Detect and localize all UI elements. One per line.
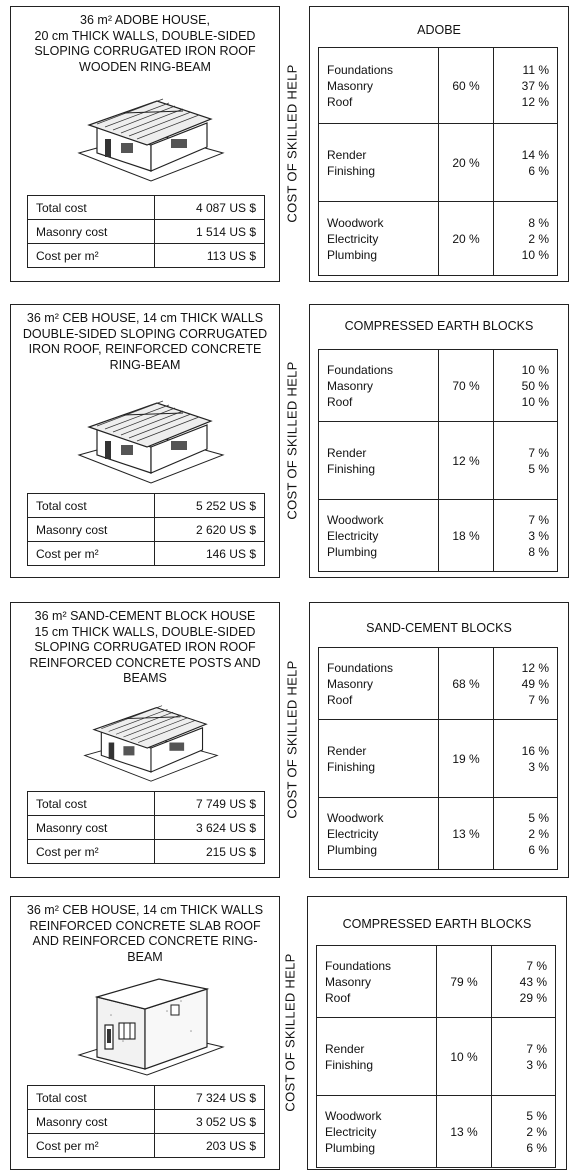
sub-percent-list (492, 946, 556, 1018)
item-list (317, 1018, 437, 1096)
breakdown-table (318, 349, 558, 572)
cell-line: Masonry (327, 676, 374, 691)
cell-line: Woodwork (327, 512, 384, 527)
cell-line: Finishing (327, 759, 376, 774)
item-list (319, 422, 439, 500)
table-row (28, 840, 265, 864)
item-list (317, 1096, 437, 1168)
table-row (317, 1018, 556, 1096)
group-percent: 20 % (439, 124, 494, 202)
house-title (11, 311, 279, 373)
house-block-ceb-slab-roof (0, 892, 574, 1172)
cost-label: Masonry cost (28, 816, 155, 840)
cell-line: Roof (325, 990, 351, 1005)
cost-breakdown-panel (307, 896, 567, 1170)
cost-label: Cost per m² (28, 542, 155, 566)
cost-label: Cost per m² (28, 840, 155, 864)
group-percent: 60 % (439, 48, 494, 124)
cell-line: 8 % (528, 215, 549, 230)
cell-line: 10 % (521, 394, 549, 409)
sub-percent-list (494, 48, 558, 124)
cell-line: 6 % (528, 842, 549, 857)
cell-line: 8 % (528, 544, 549, 559)
group-percent: 10 % (437, 1018, 492, 1096)
sub-percent-list (492, 1096, 556, 1168)
house-title (11, 13, 279, 75)
cell-line: 49 % (521, 676, 549, 691)
cost-label: Masonry cost (28, 220, 155, 244)
cell-line: 16 % (521, 743, 549, 758)
item-list (317, 946, 437, 1018)
material-title: ADOBE (417, 23, 461, 37)
material-title: SAND-CEMENT BLOCKS (366, 621, 512, 635)
table-row (28, 792, 265, 816)
house-info-panel (10, 6, 280, 282)
cell-line: 10 % (521, 362, 549, 377)
cell-line: Roof (327, 94, 353, 109)
title-line: SLOPING CORRUGATED IRON ROOF (34, 640, 256, 654)
group-percent: 13 % (437, 1096, 492, 1168)
sub-percent-list (494, 720, 558, 798)
cost-label: Total cost (28, 494, 155, 518)
cell-line: 5 % (526, 1108, 547, 1123)
table-row (319, 350, 558, 422)
pitched-roof-house-illustration (71, 691, 231, 783)
cell-line: 14 % (521, 147, 549, 162)
cell-line: 5 % (528, 461, 549, 476)
title-line: AND REINFORCED CONCRETE RING- (32, 934, 258, 948)
table-row (319, 422, 558, 500)
house-block-ceb-iron-roof (0, 298, 574, 588)
cell-line: Render (327, 743, 367, 758)
cost-label: Cost per m² (28, 1134, 155, 1158)
title-line: RING-BEAM (109, 357, 181, 372)
cell-line: Plumbing (327, 842, 378, 857)
cell-line: 7 % (528, 692, 549, 707)
cost-value: 4 087 US $ (154, 196, 264, 220)
group-percent: 18 % (439, 500, 494, 572)
pitched-roof-house-illustration (71, 385, 231, 485)
cost-breakdown-panel (309, 304, 569, 578)
title-line: 36 m² SAND-CEMENT BLOCK HOUSE (34, 609, 256, 623)
house-info-panel (10, 896, 280, 1170)
cell-line: Electricity (327, 231, 379, 246)
title-line: WOODEN RING-BEAM (79, 59, 211, 74)
skilled-help-label (282, 6, 302, 280)
cost-summary-table (27, 195, 265, 268)
skilled-help-label (282, 602, 302, 876)
group-percent: 68 % (439, 648, 494, 720)
title-line: BEAMS (123, 671, 167, 685)
cell-line: 3 % (528, 528, 549, 543)
cost-value: 146 US $ (154, 542, 264, 566)
title-line: 36 m² CEB HOUSE, 14 cm THICK WALLS (26, 311, 264, 325)
cell-line: Render (325, 1041, 365, 1056)
table-row (317, 946, 556, 1018)
cost-label: Masonry cost (28, 1110, 155, 1134)
cell-line: 3 % (526, 1057, 547, 1072)
cell-line: Finishing (327, 461, 376, 476)
cost-label: Masonry cost (28, 518, 155, 542)
cell-line: Electricity (325, 1124, 377, 1139)
cost-value: 7 749 US $ (154, 792, 264, 816)
cell-line: Woodwork (327, 215, 384, 230)
cell-line: Foundations (327, 62, 394, 77)
cell-line: Plumbing (327, 544, 378, 559)
cell-line: 2 % (528, 231, 549, 246)
table-row (28, 1086, 265, 1110)
side-label-text: COST OF SKILLED HELP (284, 63, 300, 223)
cell-line: Render (327, 445, 367, 460)
side-label-text: COST OF SKILLED HELP (282, 952, 298, 1112)
title-line: REINFORCED CONCRETE POSTS AND (29, 655, 261, 670)
cell-line: Woodwork (325, 1108, 382, 1123)
cost-summary-table (27, 493, 265, 566)
cell-line: Render (327, 147, 367, 162)
sub-percent-list (494, 124, 558, 202)
cost-label: Total cost (28, 196, 155, 220)
side-label-text: COST OF SKILLED HELP (284, 360, 300, 520)
table-row (28, 220, 265, 244)
cell-line: Roof (327, 394, 353, 409)
group-percent: 13 % (439, 798, 494, 870)
cell-line: 7 % (528, 445, 549, 460)
cell-line: Foundations (327, 660, 394, 675)
table-row (28, 816, 265, 840)
cell-line: 2 % (526, 1124, 547, 1139)
cell-line: 6 % (528, 163, 549, 178)
cell-line: 7 % (526, 1041, 547, 1056)
cost-value: 5 252 US $ (154, 494, 264, 518)
cell-line: Masonry (327, 378, 374, 393)
house-title (11, 903, 279, 965)
item-list (319, 350, 439, 422)
table-row (319, 202, 558, 276)
cell-line: 29 % (519, 990, 547, 1005)
item-list (319, 500, 439, 572)
cost-summary-table (27, 791, 265, 864)
group-percent: 70 % (439, 350, 494, 422)
cell-line: 50 % (521, 378, 549, 393)
cell-line: 12 % (521, 94, 549, 109)
cell-line: 12 % (521, 660, 549, 675)
item-list (319, 798, 439, 870)
house-info-panel (10, 304, 280, 578)
cost-value: 7 324 US $ (154, 1086, 264, 1110)
cell-line: Woodwork (327, 810, 384, 825)
cell-line: 43 % (519, 974, 547, 989)
title-line: DOUBLE-SIDED SLOPING CORRUGATED (22, 326, 268, 341)
cell-line: Plumbing (325, 1140, 376, 1155)
table-row (319, 798, 558, 870)
pitched-roof-house-illustration (71, 83, 231, 183)
group-percent: 12 % (439, 422, 494, 500)
cell-line: 5 % (528, 810, 549, 825)
material-title: COMPRESSED EARTH BLOCKS (342, 917, 532, 931)
cost-breakdown-panel (309, 602, 569, 878)
breakdown-table (316, 945, 556, 1168)
group-percent: 19 % (439, 720, 494, 798)
table-row (28, 1110, 265, 1134)
item-list (319, 48, 439, 124)
cell-line: 7 % (526, 958, 547, 973)
skilled-help-label (280, 896, 300, 1168)
cell-line: 2 % (528, 826, 549, 841)
cell-line: Foundations (327, 362, 394, 377)
table-row (317, 1096, 556, 1168)
group-percent: 20 % (439, 202, 494, 276)
cost-value: 113 US $ (154, 244, 264, 268)
sub-percent-list (494, 798, 558, 870)
item-list (319, 720, 439, 798)
material-title: COMPRESSED EARTH BLOCKS (344, 319, 534, 333)
item-list (319, 124, 439, 202)
cost-value: 3 624 US $ (154, 816, 264, 840)
table-row (28, 1134, 265, 1158)
title-line: REINFORCED CONCRETE SLAB ROOF (29, 918, 261, 933)
cell-line: Masonry (325, 974, 372, 989)
item-list (319, 648, 439, 720)
item-list (319, 202, 439, 276)
cost-value: 1 514 US $ (154, 220, 264, 244)
table-row (28, 518, 265, 542)
cell-line: 10 % (521, 247, 549, 262)
cost-summary-table (27, 1085, 265, 1158)
table-row (319, 124, 558, 202)
title-line: 20 cm THICK WALLS, DOUBLE-SIDED (34, 28, 256, 43)
cell-line: Masonry (327, 78, 374, 93)
house-block-adobe (0, 0, 574, 290)
table-row (28, 494, 265, 518)
sub-percent-list (494, 350, 558, 422)
title-line: 15 cm THICK WALLS, DOUBLE-SIDED (34, 624, 256, 639)
table-row (28, 542, 265, 566)
cost-value: 3 052 US $ (154, 1110, 264, 1134)
group-percent: 79 % (437, 946, 492, 1018)
table-row (28, 196, 265, 220)
cell-line: 37 % (521, 78, 549, 93)
cell-line: Electricity (327, 826, 379, 841)
cost-breakdown-panel (309, 6, 569, 282)
cell-line: Finishing (325, 1057, 374, 1072)
cost-label: Total cost (28, 792, 155, 816)
sub-percent-list (492, 1018, 556, 1096)
cost-value: 203 US $ (154, 1134, 264, 1158)
title-line: SLOPING CORRUGATED IRON ROOF (34, 44, 256, 58)
cell-line: Foundations (325, 958, 392, 973)
house-block-sand-cement (0, 596, 574, 886)
table-row (319, 648, 558, 720)
breakdown-table (318, 47, 558, 276)
table-row (319, 48, 558, 124)
table-row (319, 500, 558, 572)
cell-line: Finishing (327, 163, 376, 178)
cost-label: Total cost (28, 1086, 155, 1110)
sub-percent-list (494, 422, 558, 500)
house-title (11, 609, 279, 687)
flat-roof-house-illustration (71, 971, 231, 1079)
side-label-text: COST OF SKILLED HELP (284, 659, 300, 819)
cell-line: Electricity (327, 528, 379, 543)
table-row (319, 720, 558, 798)
cell-line: 11 % (522, 62, 549, 77)
cell-line: Roof (327, 692, 353, 707)
cell-line: 6 % (526, 1140, 547, 1155)
cell-line: 7 % (528, 512, 549, 527)
cell-line: 3 % (528, 759, 549, 774)
cost-value: 2 620 US $ (154, 518, 264, 542)
breakdown-table (318, 647, 558, 870)
cell-line: Plumbing (327, 247, 378, 262)
sub-percent-list (494, 500, 558, 572)
title-line: 36 m² CEB HOUSE, 14 cm THICK WALLS (26, 903, 264, 917)
title-line: BEAM (127, 949, 163, 964)
table-row (28, 244, 265, 268)
skilled-help-label (282, 304, 302, 576)
title-line: IRON ROOF, REINFORCED CONCRETE (28, 342, 262, 356)
sub-percent-list (494, 202, 558, 276)
cost-value: 215 US $ (154, 840, 264, 864)
cost-label: Cost per m² (28, 244, 155, 268)
house-info-panel (10, 602, 280, 878)
title-line: 36 m² ADOBE HOUSE, (80, 13, 210, 27)
sub-percent-list (494, 648, 558, 720)
